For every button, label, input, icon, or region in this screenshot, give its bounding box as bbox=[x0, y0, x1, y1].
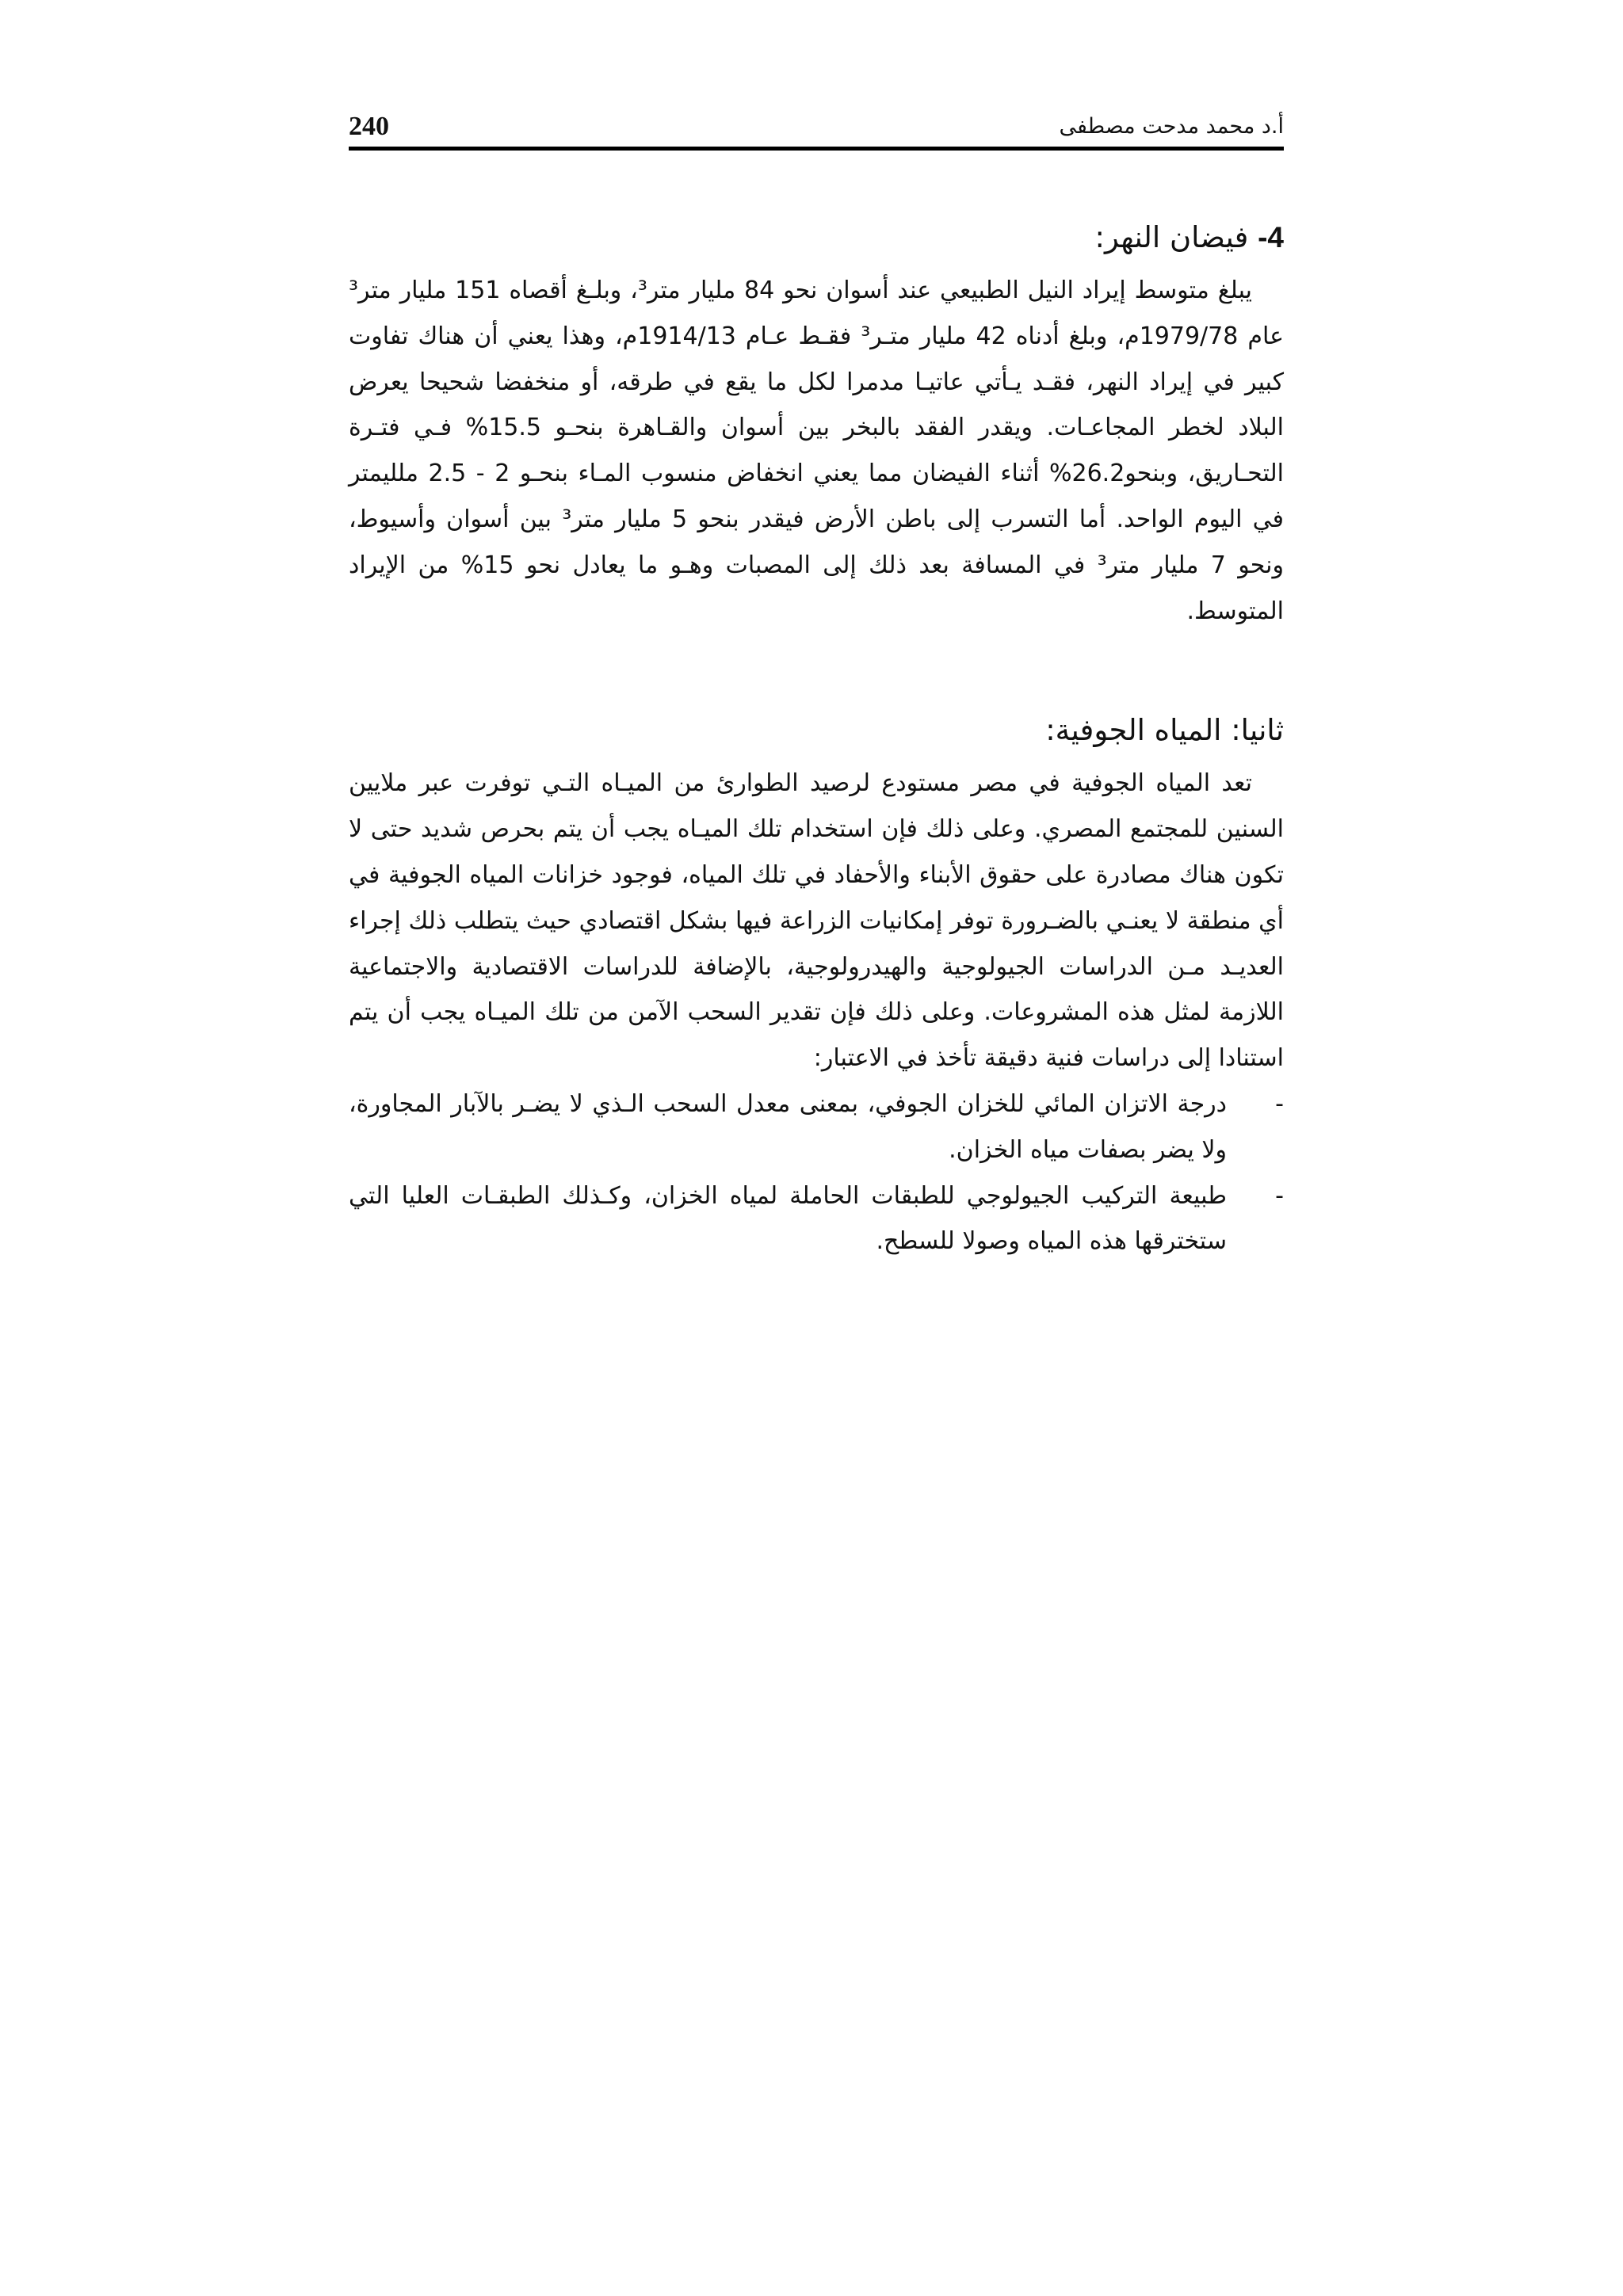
header-rule bbox=[349, 147, 1284, 151]
running-head-author: أ.د محمد مدحت مصطفى bbox=[1059, 114, 1284, 139]
list-dash: - bbox=[1275, 1089, 1284, 1118]
page-number: 240 bbox=[349, 112, 389, 141]
considerations-list bbox=[349, 1081, 1284, 1264]
section-title-text: فيضان النهر: bbox=[1094, 220, 1258, 254]
section-heading-groundwater: ثانيا: المياه الجوفية: bbox=[1045, 713, 1284, 748]
list-dash: - bbox=[1275, 1181, 1284, 1210]
page-header bbox=[349, 111, 1284, 158]
paragraph-groundwater: تعد المياه الجوفية في مصر مستودع لرصيد الطوارئ من الميـاه التـي توفرت عبر ملايين السنين للمجتمع المصري. وعلى ذلك فإن استخدام تلك الميـاه يجب أن يتم بحرص شديد حتى لا تكون هناك مصادرة على حقوق الأبناء والأحفاد في تلك المياه، فوجود خزانات المياه الجوفية في أي منطقة لا يعنـي بالضـرورة توفر إمكانيات الزراعة فيها بشكل اقتصادي حيث يتطلب ذلك إجراء العديـد مـن الدراسات الجيولوجية والهيدرولوجية، بالإضافة للدراسات الاقتصادية والاجتماعية اللازمة لمثل هذه المشروعات. وعلى ذلك فإن تقدير السحب الآمن من تلك الميـاه يجب أن يتم استنادا إلى دراسات فنية دقيقة تأخذ في الاعتبار: bbox=[349, 769, 1284, 1073]
list-item bbox=[349, 1081, 1284, 1173]
section-heading-river-flood bbox=[349, 214, 1284, 261]
page-body bbox=[349, 214, 1284, 1264]
list-item-text: درجة الاتزان المائي للخزان الجوفي، بمعنى معدل السحب الـذي لا يضـر بالآبار المجاورة، ولا يضر بصفات مياه الخزان. bbox=[349, 1089, 1227, 1164]
list-item-text: طبيعة التركيب الجيولوجي للطبقات الحاملة لمياه الخزان، وكـذلك الطبقـات العليا التي ستخترقها هذه المياه وصولا للسطح. bbox=[349, 1181, 1227, 1256]
section-number: 4- bbox=[1258, 221, 1284, 254]
paragraph-river-flood: يبلغ متوسط إيراد النيل الطبيعي عند أسوان نحو 84 مليار متر³، وبلـغ أقصاه 151 مليار متر³ عام 1979/78م، وبلغ أدناه 42 مليار متـر³ فقـط عـام 1914/13م، وهذا يعني أن هناك تفاوت كبير في إيراد النهر، فقـد يـأتي عاتيـا مدمرا لكل ما يقع في طرقه، أو منخفضا شحيحا يعرض البلاد لخطر المجاعـات. ويقدر الفقد بالبخر بين أسوان والقـاهرة بنحـو 15.5% فـي فتـرة التحـاريق، وبنحو26.2% أثناء الفيضان مما يعني انخفاض منسوب المـاء بنحـو 2 - 2.5 ملليمتر في اليوم الواحد. أما التسرب إلى باطن الأرض فيقدر بنحو 5 مليار متر³ بين أسوان وأسيوط، ونحو 7 مليار متر³ في المسافة بعد ذلك إلى المصبات وهـو ما يعادل نحو 15% من الإيراد المتوسط. bbox=[349, 277, 1285, 625]
list-item bbox=[349, 1173, 1284, 1265]
